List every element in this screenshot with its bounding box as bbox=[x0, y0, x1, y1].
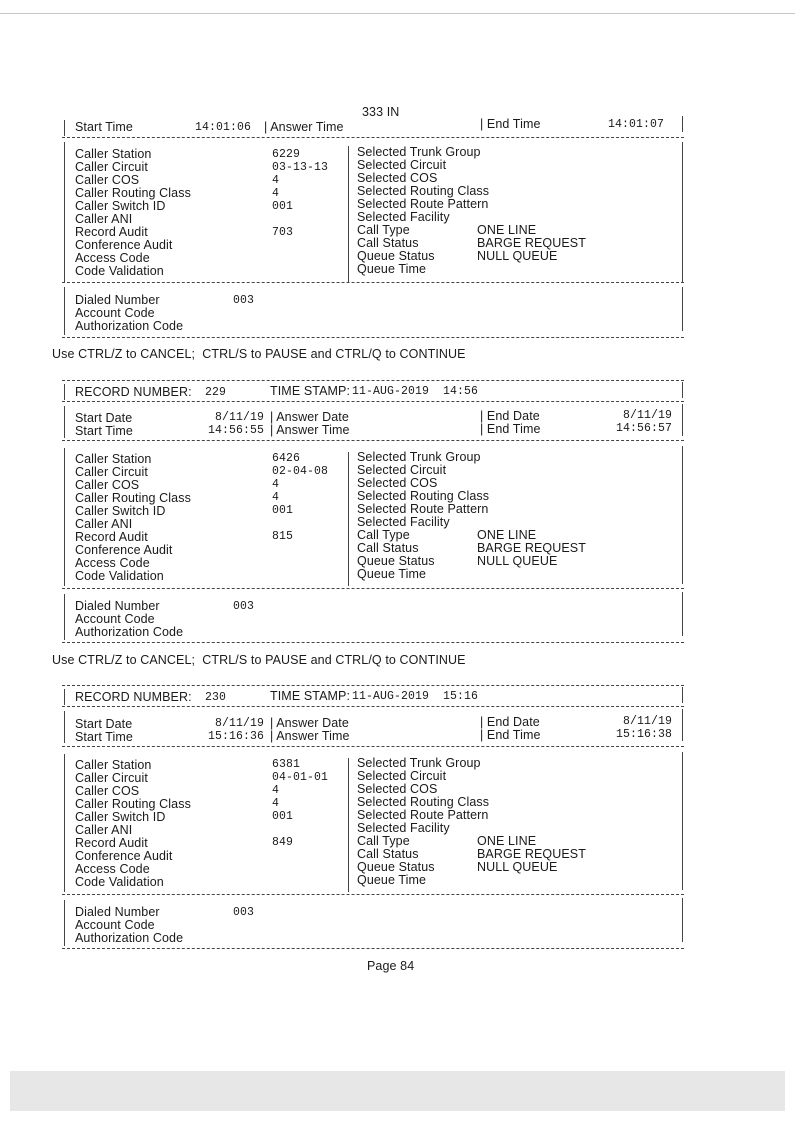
field-label: Dialed Number bbox=[75, 905, 160, 919]
border-right bbox=[682, 382, 683, 398]
border-right bbox=[682, 287, 683, 331]
field-label: Selected Circuit bbox=[357, 158, 447, 172]
divider bbox=[62, 380, 684, 381]
field-value: 849 bbox=[272, 836, 294, 849]
divider bbox=[62, 440, 684, 441]
field-label: Queue Time bbox=[357, 873, 427, 887]
field-label: Conference Audit bbox=[75, 849, 173, 863]
field-label: Caller Circuit bbox=[75, 465, 148, 479]
start-time-value: 14:56:55 bbox=[207, 424, 264, 437]
divider bbox=[62, 282, 684, 283]
field-label: Caller ANI bbox=[75, 212, 133, 226]
record-number-value: 230 bbox=[205, 691, 227, 704]
border-left bbox=[64, 406, 65, 438]
field-value: 02-04-08 bbox=[272, 465, 329, 478]
field-label: Authorization Code bbox=[75, 931, 184, 945]
time-stamp-label: TIME STAMP: bbox=[270, 689, 351, 703]
field-label: Dialed Number bbox=[75, 293, 160, 307]
field-label: Selected Routing Class bbox=[357, 184, 490, 198]
field-label: Caller Circuit bbox=[75, 771, 148, 785]
page-number: Page 84 bbox=[367, 959, 415, 973]
field-label: Queue Time bbox=[357, 262, 427, 276]
border-right bbox=[682, 404, 683, 436]
field-label: Selected Route Pattern bbox=[357, 808, 489, 822]
field-label: Caller Switch ID bbox=[75, 504, 166, 518]
field-value: NULL QUEUE bbox=[477, 554, 558, 568]
field-value: 703 bbox=[272, 226, 294, 239]
field-label: Access Code bbox=[75, 862, 150, 876]
field-label: Code Validation bbox=[75, 264, 164, 278]
field-label: Selected Routing Class bbox=[357, 489, 490, 503]
field-value: NULL QUEUE bbox=[477, 860, 558, 874]
field-label: Authorization Code bbox=[75, 625, 184, 639]
field-value: 001 bbox=[272, 504, 294, 517]
field-value: 4 bbox=[272, 187, 280, 200]
field-label: Access Code bbox=[75, 251, 150, 265]
start-time-label: Start Time bbox=[75, 120, 133, 134]
field-label: Dialed Number bbox=[75, 599, 160, 613]
start-time-value: 14:01:06 bbox=[195, 121, 252, 134]
time-stamp-value: 11-AUG-2019 15:16 bbox=[352, 690, 479, 703]
field-label: Selected Facility bbox=[357, 821, 450, 835]
end-date-label: | End Date bbox=[480, 409, 540, 423]
column-separator bbox=[348, 452, 349, 586]
field-label: Authorization Code bbox=[75, 319, 184, 333]
border-right bbox=[682, 898, 683, 942]
field-label: Caller COS bbox=[75, 173, 140, 187]
start-date-label: Start Date bbox=[75, 717, 133, 731]
field-value: 4 bbox=[272, 174, 280, 187]
field-label: Selected Route Pattern bbox=[357, 197, 489, 211]
divider bbox=[62, 746, 684, 747]
field-label: Selected Trunk Group bbox=[357, 450, 481, 464]
field-label: Caller Station bbox=[75, 452, 152, 466]
border-left bbox=[64, 120, 65, 136]
field-label: Queue Time bbox=[357, 567, 427, 581]
time-stamp-label: TIME STAMP: bbox=[270, 384, 351, 398]
field-value: 001 bbox=[272, 200, 294, 213]
divider bbox=[62, 894, 684, 895]
field-value: 4 bbox=[272, 478, 280, 491]
field-label: Selected Facility bbox=[357, 210, 450, 224]
end-time-value: 14:01:07 bbox=[608, 118, 665, 131]
field-value: ONE LINE bbox=[477, 834, 537, 848]
field-label: Caller COS bbox=[75, 478, 140, 492]
field-label: Conference Audit bbox=[75, 543, 173, 557]
field-value: 4 bbox=[272, 491, 280, 504]
divider bbox=[62, 642, 684, 643]
divider bbox=[62, 337, 684, 338]
field-label: Queue Status bbox=[357, 554, 435, 568]
field-label: Call Type bbox=[357, 528, 410, 542]
field-label: Record Audit bbox=[75, 225, 148, 239]
field-label: Caller Routing Class bbox=[75, 491, 191, 505]
field-label: Account Code bbox=[75, 612, 155, 626]
field-label: Call Status bbox=[357, 236, 419, 250]
border-left bbox=[64, 900, 65, 946]
field-label: Caller ANI bbox=[75, 823, 133, 837]
field-label: Selected Circuit bbox=[357, 769, 447, 783]
border-left bbox=[64, 689, 65, 705]
field-value: 03-13-13 bbox=[272, 161, 329, 174]
field-value: 6426 bbox=[272, 452, 301, 465]
border-right bbox=[682, 687, 683, 703]
field-label: Selected COS bbox=[357, 782, 438, 796]
field-value: 6229 bbox=[272, 148, 301, 161]
field-label: Conference Audit bbox=[75, 238, 173, 252]
field-label: Caller Station bbox=[75, 147, 152, 161]
control-prompt: Use CTRL/Z to CANCEL; CTRL/S to PAUSE and CTRL/Q to CONTINUE bbox=[52, 347, 466, 361]
divider bbox=[62, 706, 684, 707]
control-prompt: Use CTRL/Z to CANCEL; CTRL/S to PAUSE and CTRL/Q to CONTINUE bbox=[52, 653, 466, 667]
field-label: Call Type bbox=[357, 223, 410, 237]
answer-date-label: | Answer Date bbox=[270, 716, 349, 730]
start-time-value: 15:16:36 bbox=[207, 730, 264, 743]
end-time-label: | End Time bbox=[480, 117, 541, 131]
field-value: 6381 bbox=[272, 758, 301, 771]
field-label: Access Code bbox=[75, 556, 150, 570]
record-number-label: RECORD NUMBER: bbox=[75, 385, 192, 399]
field-label: Account Code bbox=[75, 918, 155, 932]
record-number-value: 229 bbox=[205, 386, 227, 399]
border-right bbox=[682, 446, 683, 584]
end-time-label: | End Time bbox=[480, 728, 541, 742]
end-time-value: 14:56:57 bbox=[615, 422, 672, 435]
start-time-label: Start Time bbox=[75, 730, 133, 744]
start-date-value: 8/11/19 bbox=[214, 411, 264, 424]
divider bbox=[62, 588, 684, 589]
field-label: Selected Trunk Group bbox=[357, 756, 481, 770]
border-left bbox=[64, 448, 65, 586]
field-label: Selected COS bbox=[357, 171, 438, 185]
field-label: Caller COS bbox=[75, 784, 140, 798]
border-right bbox=[682, 142, 683, 282]
field-label: Selected Route Pattern bbox=[357, 502, 489, 516]
field-label: Record Audit bbox=[75, 530, 148, 544]
divider bbox=[62, 401, 684, 402]
header-line: 333 IN bbox=[362, 105, 400, 119]
border-left bbox=[64, 754, 65, 892]
start-date-label: Start Date bbox=[75, 411, 133, 425]
field-value: 4 bbox=[272, 797, 280, 810]
border-left bbox=[64, 384, 65, 400]
divider bbox=[62, 685, 684, 686]
field-value: 4 bbox=[272, 784, 280, 797]
border-left bbox=[64, 594, 65, 640]
border-right bbox=[682, 709, 683, 741]
column-separator bbox=[348, 758, 349, 892]
field-label: Selected Facility bbox=[357, 515, 450, 529]
field-label: Call Status bbox=[357, 541, 419, 555]
field-label: Caller Routing Class bbox=[75, 186, 191, 200]
border-left bbox=[64, 142, 65, 282]
border-right bbox=[682, 592, 683, 636]
field-label: Call Status bbox=[357, 847, 419, 861]
time-stamp-value: 11-AUG-2019 14:56 bbox=[352, 385, 479, 398]
start-date-value: 8/11/19 bbox=[214, 717, 264, 730]
field-label: Caller ANI bbox=[75, 517, 133, 531]
field-label: Caller Switch ID bbox=[75, 199, 166, 213]
field-label: Queue Status bbox=[357, 249, 435, 263]
end-time-value: 15:16:38 bbox=[615, 728, 672, 741]
field-label: Caller Circuit bbox=[75, 160, 148, 174]
border-left bbox=[64, 711, 65, 743]
divider bbox=[62, 948, 684, 949]
dialed-number-value: 003 bbox=[233, 294, 255, 307]
field-label: Queue Status bbox=[357, 860, 435, 874]
column-separator bbox=[348, 146, 349, 282]
answer-date-label: | Answer Date bbox=[270, 410, 349, 424]
end-date-label: | End Date bbox=[480, 715, 540, 729]
field-value: NULL QUEUE bbox=[477, 249, 558, 263]
field-label: Account Code bbox=[75, 306, 155, 320]
field-value: 001 bbox=[272, 810, 294, 823]
field-label: Record Audit bbox=[75, 836, 148, 850]
dialed-number-value: 003 bbox=[233, 600, 255, 613]
field-value: ONE LINE bbox=[477, 223, 537, 237]
field-label: Caller Station bbox=[75, 758, 152, 772]
field-value: 815 bbox=[272, 530, 294, 543]
field-value: BARGE REQUEST bbox=[477, 541, 586, 555]
record-number-label: RECORD NUMBER: bbox=[75, 690, 192, 704]
field-label: Code Validation bbox=[75, 875, 164, 889]
answer-time-label: | Answer Time bbox=[270, 423, 350, 437]
field-value: BARGE REQUEST bbox=[477, 236, 586, 250]
divider bbox=[62, 137, 684, 138]
end-date-value: 8/11/19 bbox=[622, 715, 672, 728]
answer-time-label: | Answer Time bbox=[270, 729, 350, 743]
field-label: Selected Routing Class bbox=[357, 795, 490, 809]
end-time-label: | End Time bbox=[480, 422, 541, 436]
field-label: Caller Routing Class bbox=[75, 797, 191, 811]
field-label: Selected COS bbox=[357, 476, 438, 490]
border-right bbox=[682, 116, 683, 132]
field-value: BARGE REQUEST bbox=[477, 847, 586, 861]
border-right bbox=[682, 752, 683, 890]
field-label: Selected Trunk Group bbox=[357, 145, 481, 159]
end-date-value: 8/11/19 bbox=[622, 409, 672, 422]
field-label: Call Type bbox=[357, 834, 410, 848]
answer-time-label: | Answer Time bbox=[264, 120, 344, 134]
scan-bottom-band bbox=[10, 1071, 785, 1111]
dialed-number-value: 003 bbox=[233, 906, 255, 919]
field-value: 04-01-01 bbox=[272, 771, 329, 784]
field-label: Caller Switch ID bbox=[75, 810, 166, 824]
start-time-label: Start Time bbox=[75, 424, 133, 438]
field-value: ONE LINE bbox=[477, 528, 537, 542]
field-label: Code Validation bbox=[75, 569, 164, 583]
border-left bbox=[64, 287, 65, 335]
field-label: Selected Circuit bbox=[357, 463, 447, 477]
